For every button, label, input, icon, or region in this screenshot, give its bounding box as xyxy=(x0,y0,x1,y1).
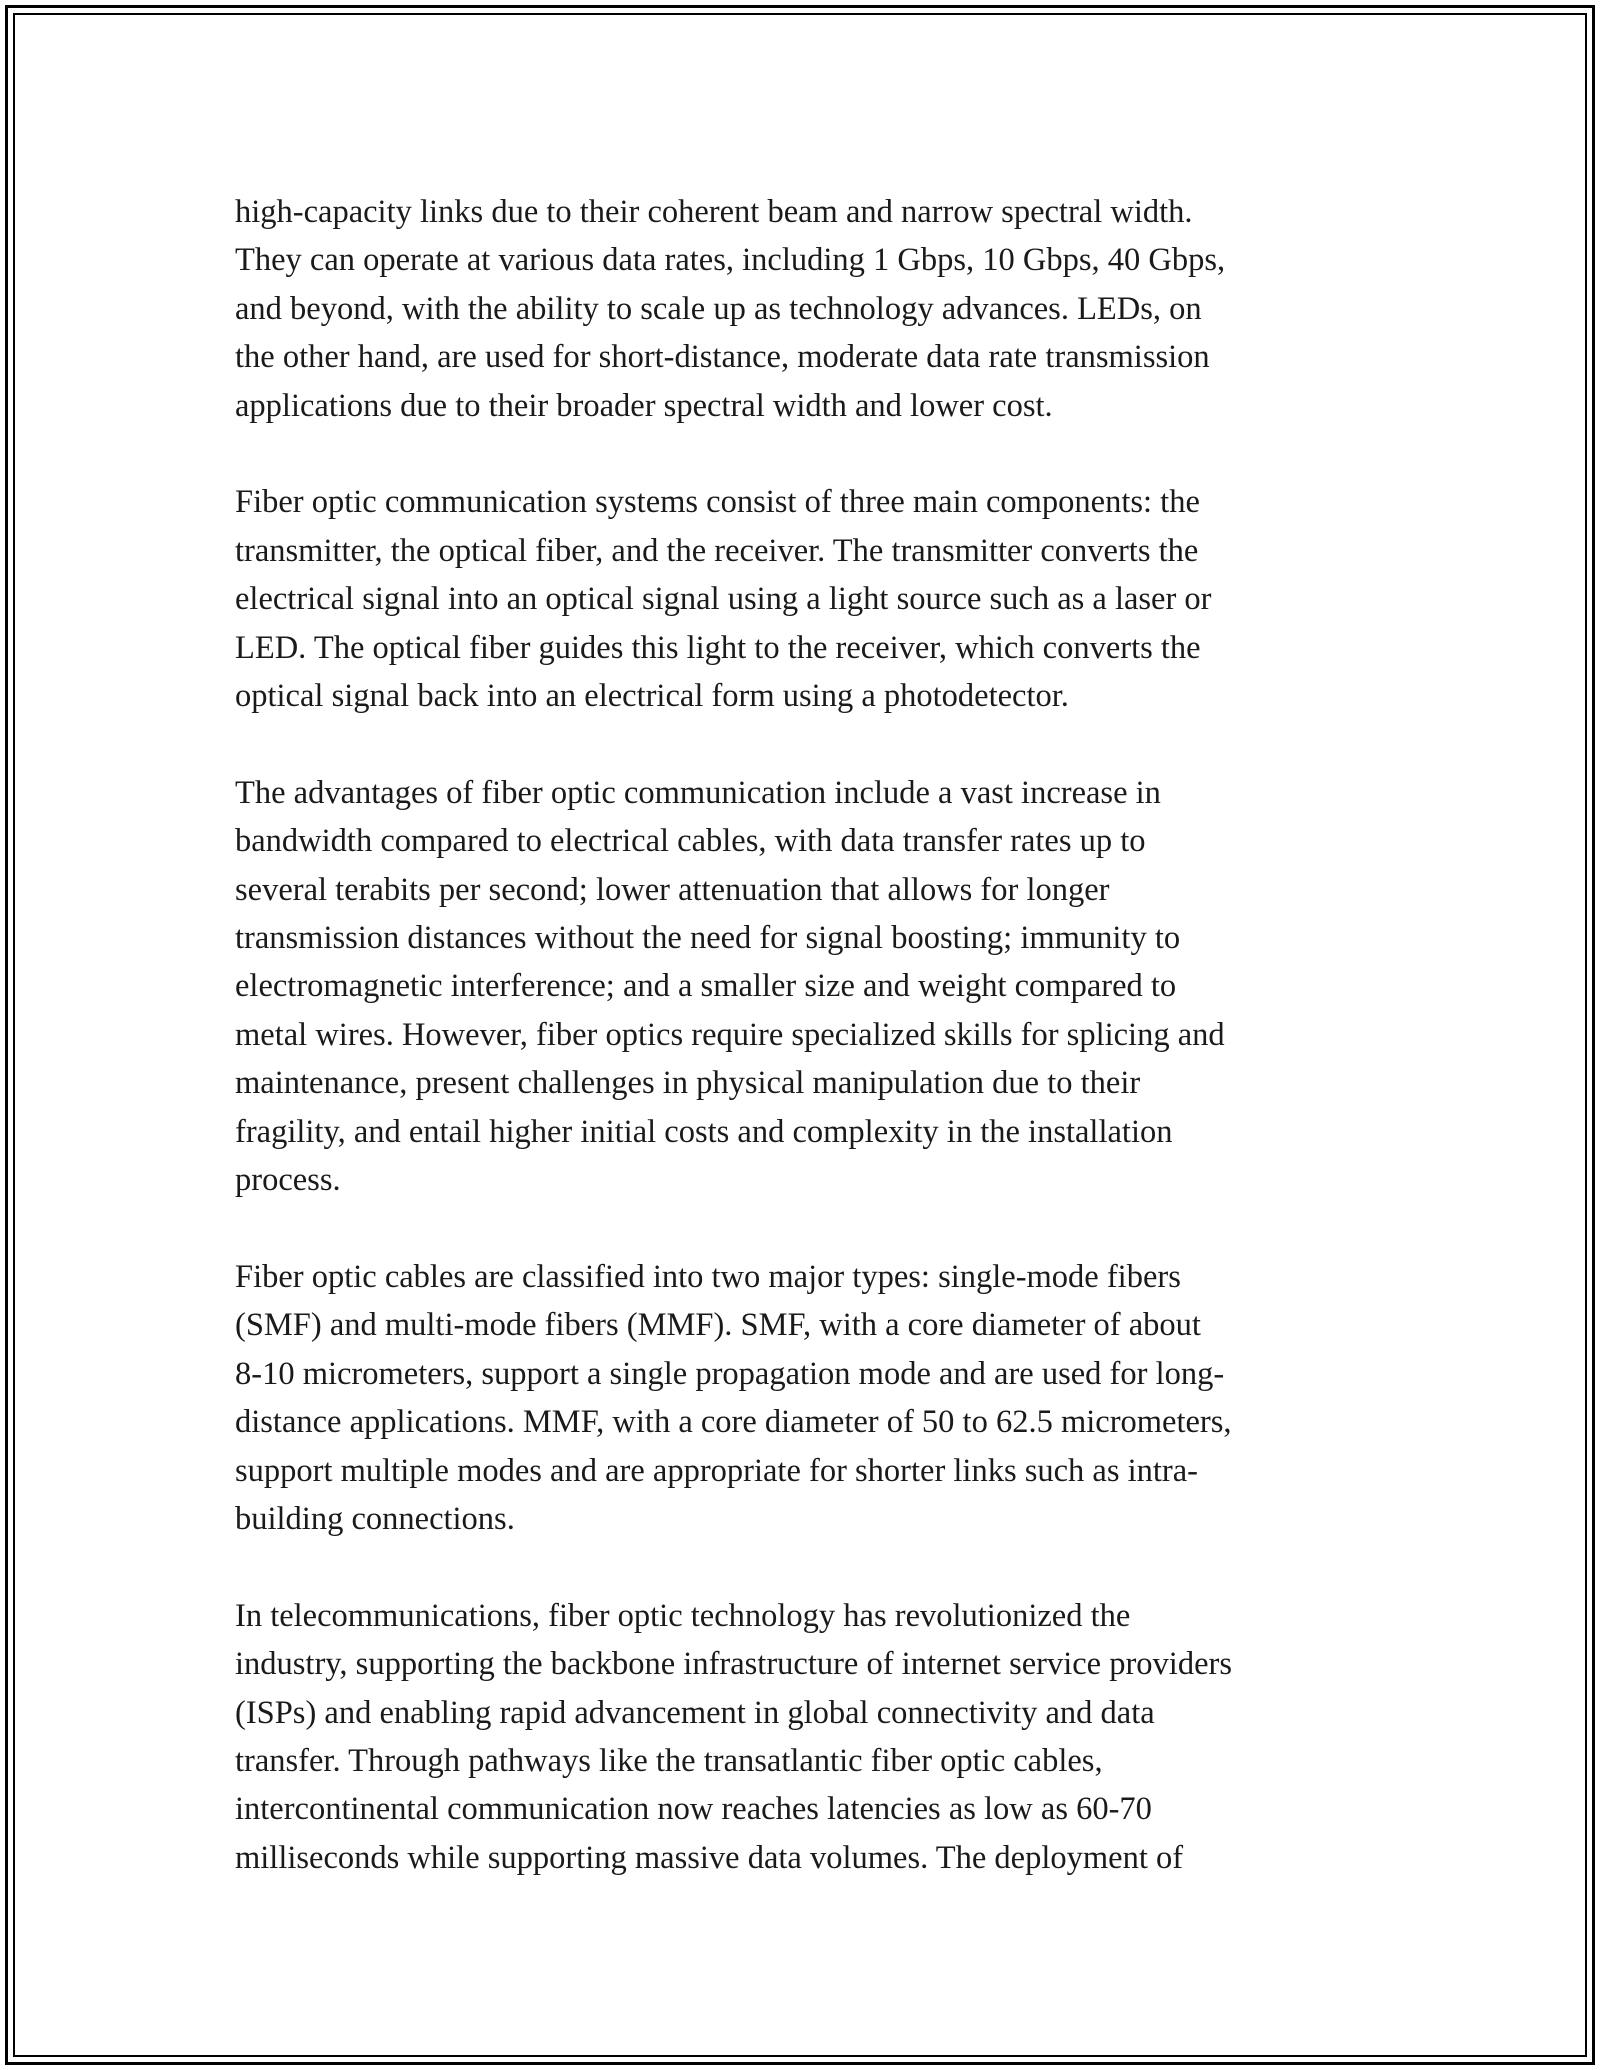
text-line: several terabits per second; lower attenuation that allows for longer xyxy=(235,871,1110,908)
text-line: Fiber optic communication systems consist of three main components: the xyxy=(235,484,1200,521)
text-line: milliseconds while supporting massive data volumes. The deployment of xyxy=(235,1839,1184,1876)
paragraph-laser-led xyxy=(235,188,1365,430)
text-line: process. xyxy=(235,1162,341,1199)
text-line: industry, supporting the backbone infrastructure of internet service providers xyxy=(235,1646,1232,1683)
text-line: support multiple modes and are appropriate for shorter links such as intra- xyxy=(235,1452,1199,1489)
text-line: optical signal back into an electrical form using a photodetector. xyxy=(235,678,1069,715)
text-line: fragility, and entail higher initial costs and complexity in the installation xyxy=(235,1113,1173,1150)
text-line: bandwidth compared to electrical cables, with data transfer rates up to xyxy=(235,823,1146,860)
text-line: transfer. Through pathways like the transatlantic fiber optic cables, xyxy=(235,1742,1103,1779)
text-line: distance applications. MMF, with a core diameter of 50 to 62.5 micrometers, xyxy=(235,1404,1232,1441)
text-line: (ISPs) and enabling rapid advancement in global connectivity and data xyxy=(235,1694,1155,1731)
paragraph-telecommunications xyxy=(235,1592,1365,1882)
text-line: In telecommunications, fiber optic technology has revolutionized the xyxy=(235,1597,1131,1634)
text-line: LED. The optical fiber guides this light to the receiver, which converts the xyxy=(235,629,1201,666)
text-line: electromagnetic interference; and a smaller size and weight compared to xyxy=(235,968,1177,1005)
text-line: They can operate at various data rates, including 1 Gbps, 10 Gbps, 40 Gbps, xyxy=(235,242,1226,279)
text-line: building connections. xyxy=(235,1500,515,1537)
text-line: electrical signal into an optical signal using a light source such as a laser or xyxy=(235,581,1212,618)
text-line: transmission distances without the need for signal boosting; immunity to xyxy=(235,920,1181,957)
text-line: metal wires. However, fiber optics require specialized skills for splicing and xyxy=(235,1016,1225,1053)
text-line: The advantages of fiber optic communication include a vast increase in xyxy=(235,774,1161,811)
paragraph-system-components xyxy=(235,478,1365,720)
paragraph-cable-types xyxy=(235,1253,1365,1543)
text-line: 8-10 micrometers, support a single propagation mode and are used for long- xyxy=(235,1355,1225,1392)
text-line: the other hand, are used for short-distance, moderate data rate transmission xyxy=(235,339,1210,376)
text-line: maintenance, present challenges in physical manipulation due to their xyxy=(235,1065,1141,1102)
paragraph-advantages xyxy=(235,769,1365,1205)
text-line: intercontinental communication now reaches latencies as low as 60-70 xyxy=(235,1791,1152,1828)
text-line: and beyond, with the ability to scale up as technology advances. LEDs, on xyxy=(235,290,1202,327)
text-line: applications due to their broader spectral width and lower cost. xyxy=(235,387,1053,424)
document-body xyxy=(235,188,1365,1931)
text-line: transmitter, the optical fiber, and the receiver. The transmitter converts the xyxy=(235,532,1199,569)
text-line: (SMF) and multi-mode fibers (MMF). SMF, with a core diameter of about xyxy=(235,1307,1201,1344)
text-line: Fiber optic cables are classified into two major types: single-mode fibers xyxy=(235,1258,1181,1295)
text-line: high-capacity links due to their coherent beam and narrow spectral width. xyxy=(235,194,1193,230)
